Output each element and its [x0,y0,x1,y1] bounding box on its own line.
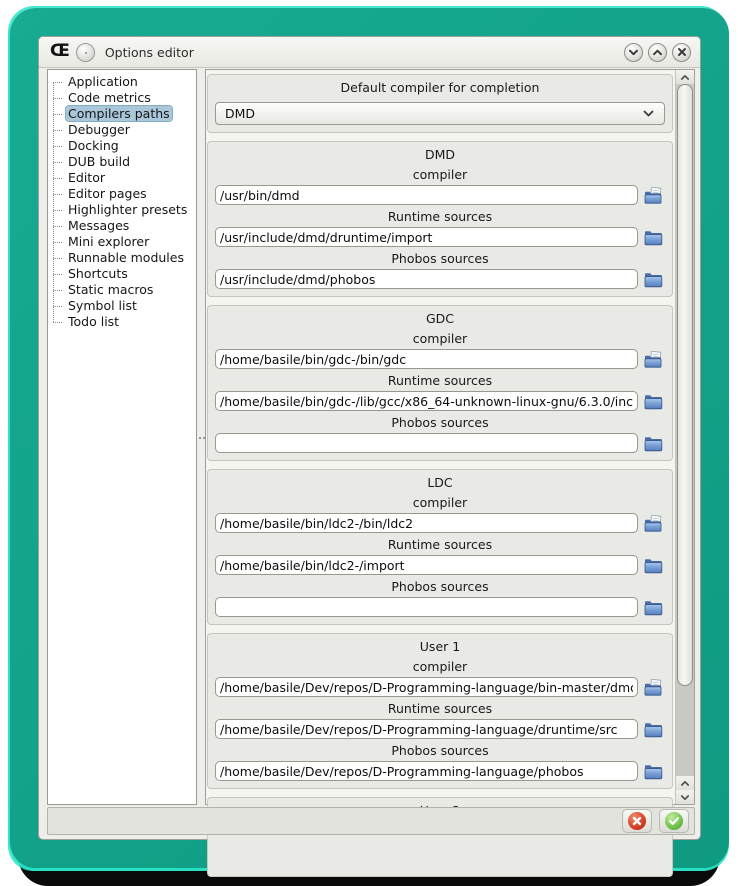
open-file-icon [644,515,664,532]
titlebar[interactable] [39,37,700,68]
group-title: DMD [424,147,456,162]
scrollbar-track[interactable] [676,84,694,776]
sidebar-item-highlighter-presets[interactable]: Highlighter presets [48,202,196,218]
folder-icon [644,229,664,246]
window-menu-dot-icon [85,52,87,54]
chevron-down-icon [628,48,639,57]
gdc-phobos-sources-browse-button[interactable] [644,434,665,452]
sidebar-item-application[interactable]: Application [48,74,196,90]
field-row [215,677,665,697]
group-dmd [207,141,673,297]
user1-compiler-browse-button[interactable] [644,678,665,696]
maximize-button[interactable] [648,43,667,62]
gdc-compiler-browse-button[interactable] [644,350,665,368]
group-user1 [207,633,673,789]
tree-list [48,74,196,330]
folder-icon [644,393,664,410]
dmd-runtime-sources-input[interactable] [215,227,638,247]
gdc-phobos-sources-input[interactable] [215,433,638,453]
group-title: Default compiler for completion [340,80,540,95]
field-row [215,433,665,453]
sidebar-item-mini-explorer[interactable]: Mini explorer [48,234,196,250]
sidebar-splitter[interactable] [197,69,205,805]
default-compiler-select[interactable] [215,102,665,125]
dmd-phobos-sources-browse-button[interactable] [644,270,665,288]
category-tree [47,69,197,805]
vertical-scrollbar[interactable] [675,70,694,804]
group-gdc [207,305,673,461]
folder-icon [644,721,664,738]
dmd-compiler-input[interactable] [215,185,638,205]
user1-phobos-sources-input[interactable] [215,761,638,781]
gdc-compiler-input[interactable] [215,349,638,369]
scroll-up-button[interactable] [676,70,694,84]
field-label: compiler [412,495,468,510]
folder-icon [644,557,664,574]
scroll-down-button[interactable] [676,790,694,804]
field-label: Runtime sources [387,373,493,388]
sidebar-item-messages[interactable]: Messages [48,218,196,234]
folder-icon [644,763,664,780]
open-file-icon [644,187,664,204]
field-label: compiler [412,167,468,182]
accept-button[interactable] [659,809,689,833]
open-file-icon [644,679,664,696]
window-controls [624,43,691,62]
field-label: Phobos sources [391,251,489,266]
ldc-phobos-sources-input[interactable] [215,597,638,617]
field-row [215,349,665,369]
dialog-body [47,69,695,805]
folder-icon [644,599,664,616]
scroll-up-button-bottom[interactable] [676,776,694,790]
field-row [215,391,665,411]
dmd-compiler-browse-button[interactable] [644,186,665,204]
group-default-compiler [207,74,673,133]
sidebar-item-static-macros[interactable]: Static macros [48,282,196,298]
window-title: Options editor [104,44,194,60]
scrollbar-thumb[interactable] [677,84,693,686]
combo-value: DMD [225,106,256,121]
close-icon [677,47,687,57]
user1-runtime-sources-browse-button[interactable] [644,720,665,738]
field-row [215,513,665,533]
accept-check-icon [665,812,683,830]
splitter-grip-icon [199,437,205,439]
chevron-up-icon [680,74,690,81]
chevron-down-icon [642,109,655,118]
group-title: User 1 [419,639,461,654]
sidebar-item-compilers-paths[interactable]: Compilers paths [48,106,196,122]
ldc-compiler-input[interactable] [215,513,638,533]
chevron-up-icon [652,48,663,57]
field-label: Runtime sources [387,209,493,224]
field-label: Phobos sources [391,579,489,594]
group-ldc [207,469,673,625]
user1-compiler-input[interactable] [215,677,638,697]
field-label: compiler [412,659,468,674]
ldc-phobos-sources-browse-button[interactable] [644,598,665,616]
chevron-up-icon [680,780,690,787]
chevron-down-icon [680,794,690,801]
field-row [215,185,665,205]
sidebar-item-docking[interactable]: Docking [48,138,196,154]
field-row [215,555,665,575]
dmd-runtime-sources-browse-button[interactable] [644,228,665,246]
gdc-runtime-sources-browse-button[interactable] [644,392,665,410]
dmd-phobos-sources-input[interactable] [215,269,638,289]
cancel-button[interactable] [622,809,652,833]
sidebar-item-dub-build[interactable]: DUB build [48,154,196,170]
window-frame [10,8,729,868]
field-label: compiler [412,331,468,346]
user1-runtime-sources-input[interactable] [215,719,638,739]
field-row [215,227,665,247]
close-button[interactable] [672,43,691,62]
field-row [215,269,665,289]
coedit-logo-icon: Œ [50,40,70,61]
sidebar-item-editor-pages[interactable]: Editor pages [48,186,196,202]
cancel-cross-icon [628,812,646,830]
field-row [215,719,665,739]
user1-phobos-sources-browse-button[interactable] [644,762,665,780]
group-title: LDC [427,475,453,490]
scroll-viewport [206,70,675,804]
dialog-footer [47,807,695,835]
field-label: Phobos sources [391,743,489,758]
field-label: Runtime sources [387,537,493,552]
field-label: Phobos sources [391,415,489,430]
sidebar-item-runnable-modules[interactable]: Runnable modules [48,250,196,266]
gdc-runtime-sources-input[interactable] [215,391,638,411]
sidebar-item-symbol-list[interactable]: Symbol list [48,298,196,314]
sidebar-item-todo-list[interactable]: Todo list [48,314,196,330]
sidebar-item-editor[interactable]: Editor [48,170,196,186]
shade-button[interactable] [624,43,643,62]
sidebar-item-debugger[interactable]: Debugger [48,122,196,138]
window-menu-button[interactable] [76,43,95,62]
folder-icon [644,435,664,452]
sidebar-item-shortcuts[interactable]: Shortcuts [48,266,196,282]
ldc-runtime-sources-input[interactable] [215,555,638,575]
field-row [215,761,665,781]
options-editor-window [38,36,701,840]
ldc-runtime-sources-browse-button[interactable] [644,556,665,574]
ldc-compiler-browse-button[interactable] [644,514,665,532]
field-row [215,597,665,617]
folder-icon [644,271,664,288]
compilers-paths-panel [205,69,695,805]
group-title: GDC [425,311,455,326]
open-file-icon [644,351,664,368]
sidebar-item-code-metrics[interactable]: Code metrics [48,90,196,106]
field-label: Runtime sources [387,701,493,716]
